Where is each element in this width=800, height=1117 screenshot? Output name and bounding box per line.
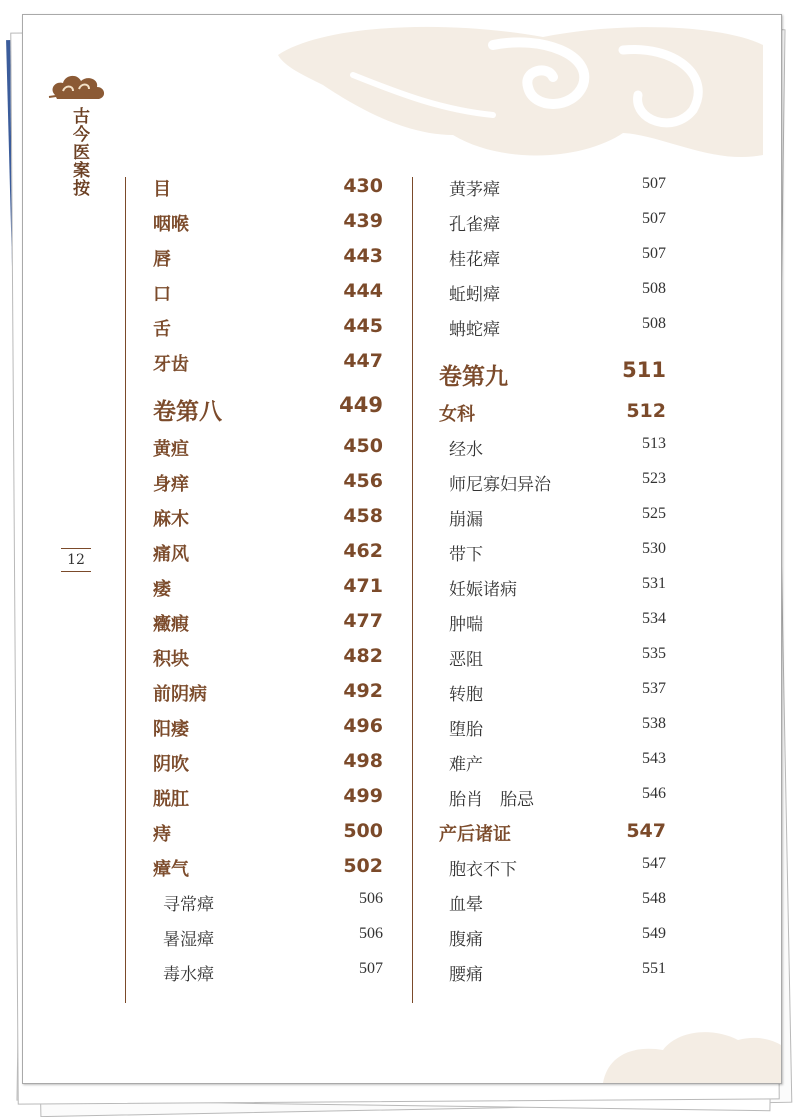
- toc-entry-page: 450: [343, 435, 383, 457]
- toc-entry: [153, 350, 383, 380]
- toc-entry-page: 439: [343, 210, 383, 232]
- toc-entry: [439, 645, 666, 675]
- toc-entry-title: 黄茅瘴: [449, 180, 500, 200]
- toc-entry-title: 崩漏: [449, 510, 483, 530]
- toc-entry-page: 538: [642, 715, 666, 732]
- toc-entry-title: 牙齿: [153, 354, 189, 375]
- toc-entry: [439, 540, 666, 570]
- toc-entry-title: 咽喉: [153, 214, 189, 235]
- toc-entry-page: 513: [642, 435, 666, 452]
- toc-entry: [439, 358, 666, 388]
- toc-entry-title: 蚺蛇瘴: [449, 320, 500, 340]
- toc-entry-page: 508: [642, 315, 666, 332]
- toc-entry-title: 血晕: [449, 895, 483, 915]
- toc-entry-title: 阳痿: [153, 719, 189, 740]
- toc-entry-page: 498: [343, 750, 383, 772]
- toc-entry-page: 506: [359, 890, 383, 907]
- toc-entry-title: 积块: [153, 649, 189, 670]
- toc-entry-title: 暑湿瘴: [163, 930, 214, 950]
- toc-entry-page: 511: [622, 358, 666, 382]
- toc-entry-page: 492: [343, 680, 383, 702]
- toc-entry-page: 496: [343, 715, 383, 737]
- toc-entry-title: 妊娠诸病: [449, 580, 517, 600]
- toc-entry-title: 黄疸: [153, 439, 189, 460]
- toc-entry: [439, 175, 666, 205]
- toc-entry-title: 寻常瘴: [163, 895, 214, 915]
- toc-entry-page: 471: [343, 575, 383, 597]
- toc-entry: [153, 245, 383, 275]
- toc-entry-title: 蚯蚓瘴: [449, 285, 500, 305]
- toc-entry: [439, 750, 666, 780]
- toc-entry-page: 523: [642, 470, 666, 487]
- toc-entry-page: 530: [642, 540, 666, 557]
- toc-entry: [153, 393, 383, 423]
- toc-entry-title: 目: [153, 179, 171, 200]
- cloud-decoration: [23, 15, 781, 1083]
- toc-entry: [439, 715, 666, 745]
- toc-entry-title: 癥瘕: [153, 614, 189, 635]
- toc-entry-title: 身痒: [153, 474, 189, 495]
- toc-entry-title: 口: [153, 284, 171, 305]
- toc-entry-page: 551: [642, 960, 666, 977]
- toc-entry-page: 512: [626, 400, 666, 422]
- toc-entry: [439, 245, 666, 275]
- toc-entry: [439, 470, 666, 500]
- toc-entry-title: 卷第九: [439, 363, 508, 390]
- toc-entry: [153, 175, 383, 205]
- toc-entry-page: 546: [642, 785, 666, 802]
- toc-entry-page: 508: [642, 280, 666, 297]
- toc-entry-page: 543: [642, 750, 666, 767]
- book-page: [22, 14, 782, 1084]
- toc-entry-title: 恶阻: [449, 650, 483, 670]
- toc-entry: [439, 435, 666, 465]
- toc-entry-page: 535: [642, 645, 666, 662]
- toc-entry-page: 456: [343, 470, 383, 492]
- toc-entry: [439, 210, 666, 240]
- toc-entry-page: 458: [343, 505, 383, 527]
- toc-entry: [153, 925, 383, 955]
- toc-column-right: [439, 175, 666, 1005]
- toc-entry-page: 525: [642, 505, 666, 522]
- column-rule-left: [125, 177, 126, 1003]
- toc-entry-title: 前阴病: [153, 684, 207, 705]
- toc-entry: [153, 715, 383, 745]
- toc-entry: [439, 315, 666, 345]
- toc-entry-title: 腹痛: [449, 930, 483, 950]
- toc-entry-title: 肿喘: [449, 615, 483, 635]
- toc-entry: [153, 575, 383, 605]
- toc-entry: [439, 400, 666, 430]
- toc-entry: [153, 610, 383, 640]
- toc-entry: [439, 680, 666, 710]
- toc-entry: [153, 960, 383, 990]
- book-title: 古今医案按: [69, 107, 89, 197]
- toc-entry: [439, 610, 666, 640]
- toc-entry-page: 506: [359, 925, 383, 942]
- toc-entry-page: 462: [343, 540, 383, 562]
- toc-entry-page: 447: [343, 350, 383, 372]
- toc-entry-title: 阴吹: [153, 754, 189, 775]
- cloud-logo-icon: [49, 76, 104, 99]
- toc-entry-page: 548: [642, 890, 666, 907]
- toc-entry-page: 507: [359, 960, 383, 977]
- toc-entry-title: 女科: [439, 404, 475, 425]
- toc-entry-title: 腰痛: [449, 965, 483, 985]
- toc-entry-title: 师尼寡妇异治: [449, 475, 551, 495]
- toc-entry-title: 经水: [449, 440, 483, 460]
- toc-entry-page: 477: [343, 610, 383, 632]
- toc-entry: [153, 505, 383, 535]
- toc-entry-page: 507: [642, 245, 666, 262]
- column-rule-right: [412, 177, 413, 1003]
- toc-entry: [439, 505, 666, 535]
- toc-entry-title: 胞衣不下: [449, 860, 517, 880]
- toc-entry: [153, 750, 383, 780]
- toc-entry-page: 499: [343, 785, 383, 807]
- toc-entry: [153, 645, 383, 675]
- toc-entry: [153, 680, 383, 710]
- toc-entry-title: 胎肖 胎忌: [449, 790, 534, 810]
- toc-entry: [439, 890, 666, 920]
- toc-entry-page: 443: [343, 245, 383, 267]
- toc-entry-title: 难产: [449, 755, 483, 775]
- toc-entry-title: 毒水瘴: [163, 965, 214, 985]
- toc-entry-title: 舌: [153, 319, 171, 340]
- toc-column-left: [153, 175, 383, 1005]
- toc-entry-title: 转胞: [449, 685, 483, 705]
- toc-entry: [153, 540, 383, 570]
- toc-entry: [439, 820, 666, 850]
- page-number: 12: [61, 548, 91, 572]
- toc-entry: [439, 960, 666, 990]
- toc-entry-page: 449: [339, 393, 383, 417]
- toc-entry: [153, 280, 383, 310]
- toc-entry-title: 带下: [449, 545, 483, 565]
- toc-entry: [153, 210, 383, 240]
- toc-entry: [153, 890, 383, 920]
- toc-entry-page: 534: [642, 610, 666, 627]
- toc-entry-page: 502: [343, 855, 383, 877]
- toc-entry: [153, 785, 383, 815]
- toc-entry-title: 唇: [153, 249, 171, 270]
- toc-entry-title: 孔雀瘴: [449, 215, 500, 235]
- toc-entry-page: 507: [642, 210, 666, 227]
- toc-entry-page: 500: [343, 820, 383, 842]
- toc-entry-title: 脱肛: [153, 789, 189, 810]
- toc-entry-title: 桂花瘴: [449, 250, 500, 270]
- toc-entry-title: 卷第八: [153, 398, 222, 425]
- toc-entry: [439, 280, 666, 310]
- toc-entry-title: 痿: [153, 579, 171, 600]
- toc-entry: [439, 785, 666, 815]
- toc-entry-page: 547: [626, 820, 666, 842]
- toc-entry: [153, 820, 383, 850]
- toc-entry: [153, 470, 383, 500]
- toc-entry-page: 507: [642, 175, 666, 192]
- toc-entry-title: 痔: [153, 824, 171, 845]
- toc-entry-page: 444: [343, 280, 383, 302]
- toc-entry: [439, 925, 666, 955]
- toc-entry-page: 445: [343, 315, 383, 337]
- toc-entry-title: 产后诸证: [439, 824, 511, 845]
- toc-entry-title: 麻木: [153, 509, 189, 530]
- toc-entry: [439, 855, 666, 885]
- toc-entry-page: 549: [642, 925, 666, 942]
- toc-entry-page: 537: [642, 680, 666, 697]
- toc-entry: [153, 315, 383, 345]
- toc-entry: [439, 575, 666, 605]
- toc-entry: [153, 435, 383, 465]
- toc-entry-page: 531: [642, 575, 666, 592]
- toc-entry-title: 堕胎: [449, 720, 483, 740]
- toc-entry-page: 430: [343, 175, 383, 197]
- toc-entry: [153, 855, 383, 885]
- toc-entry-title: 瘴气: [153, 859, 189, 880]
- toc-entry-page: 547: [642, 855, 666, 872]
- toc-entry-title: 痛风: [153, 544, 189, 565]
- toc-entry-page: 482: [343, 645, 383, 667]
